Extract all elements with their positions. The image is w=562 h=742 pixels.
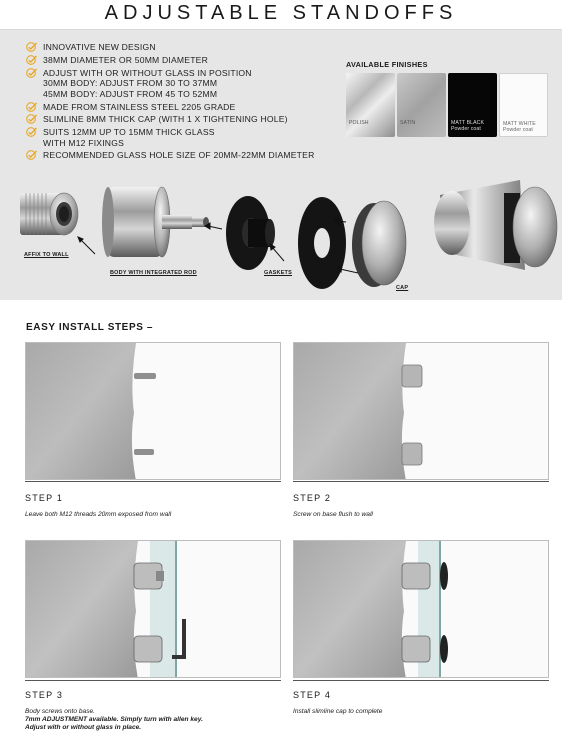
step-3-desc-extra: 7mm ADJUSTMENT available. Simply turn with allen key. Adjust with or without glass in place. bbox=[25, 716, 203, 732]
divider bbox=[293, 680, 549, 681]
step-4-desc: Install slimline cap to complete bbox=[293, 708, 383, 715]
check-icon bbox=[26, 102, 38, 112]
feature-item bbox=[26, 102, 346, 113]
gasket-ring-part bbox=[298, 197, 346, 289]
finish-swatch-matt-black bbox=[448, 73, 497, 137]
step-1-desc: Leave both M12 threads 20mm exposed from wall bbox=[25, 511, 172, 518]
finish-name: MATT BLACK bbox=[451, 120, 485, 126]
parts-illustration bbox=[0, 175, 562, 300]
step-1-label: STEP 1 bbox=[25, 493, 64, 503]
feature-text: INNOVATIVE NEW DESIGN bbox=[43, 42, 156, 52]
part-label-affix: AFFIX TO WALL bbox=[24, 252, 69, 258]
page-title: ADJUSTABLE STANDOFFS bbox=[104, 2, 458, 24]
step-3-photo bbox=[25, 540, 281, 678]
feature-list bbox=[26, 42, 346, 163]
feature-text: MADE FROM STAINLESS STEEL 2205 GRADE bbox=[43, 101, 236, 112]
feature-item bbox=[26, 42, 346, 53]
finishes-heading: AVAILABLE FINISHES bbox=[346, 60, 428, 69]
feature-item bbox=[26, 127, 346, 148]
cap-part bbox=[352, 201, 406, 287]
part-label-cap: CAP bbox=[396, 285, 409, 291]
feature-text: 38MM DIAMETER OR 50MM DIAMETER bbox=[43, 54, 209, 65]
step-4-photo bbox=[293, 540, 549, 678]
check-icon bbox=[26, 55, 38, 65]
feature-text: RECOMMENDED GLASS HOLE SIZE OF 20MM-22MM DIAMETER bbox=[43, 150, 315, 161]
finish-swatch-satin bbox=[397, 73, 446, 137]
body-part bbox=[102, 187, 209, 257]
check-icon bbox=[26, 114, 38, 124]
finish-sub: Powder coat bbox=[503, 127, 533, 133]
feature-text: ADJUST WITH OR WITHOUT GLASS IN POSITION 30MM BODY: ADJUST FROM 30 TO 37MM 45MM BODY: ADJUST FROM 45 TO 52MM bbox=[43, 67, 252, 99]
step-2-desc: Screw on base flush to wall bbox=[293, 511, 373, 518]
affix-part bbox=[20, 193, 78, 235]
finishes-panel bbox=[346, 60, 551, 137]
arrow-icon bbox=[80, 239, 95, 254]
check-icon bbox=[26, 127, 38, 137]
feature-item bbox=[26, 114, 346, 125]
check-icon bbox=[26, 42, 38, 52]
step-4-label: STEP 4 bbox=[293, 690, 332, 700]
finish-sub: Powder coat bbox=[451, 126, 481, 132]
feature-item bbox=[26, 68, 346, 100]
check-icon bbox=[26, 68, 38, 78]
finish-swatches bbox=[346, 73, 551, 137]
finish-name: SATIN bbox=[400, 120, 416, 126]
finish-name: MATT WHITE bbox=[503, 121, 536, 127]
step-2-label: STEP 2 bbox=[293, 493, 332, 503]
exploded-parts-diagram bbox=[0, 175, 562, 300]
install-steps-heading: EASY INSTALL STEPS – bbox=[26, 322, 154, 333]
divider bbox=[25, 481, 281, 482]
title-bar bbox=[0, 0, 562, 30]
arrow-icon bbox=[272, 247, 284, 261]
step-3-desc: Body screws onto base. bbox=[25, 708, 96, 715]
finish-name: POLISH bbox=[349, 120, 369, 126]
assembled-standoff bbox=[434, 180, 557, 270]
part-label-body: BODY WITH INTEGRATED ROD bbox=[110, 270, 197, 276]
finish-swatch-polish bbox=[346, 73, 395, 137]
part-label-gaskets: GASKETS bbox=[264, 270, 292, 276]
finish-swatch-matt-white bbox=[499, 73, 548, 137]
step-3-label: STEP 3 bbox=[25, 690, 64, 700]
arrow-icon bbox=[340, 269, 358, 273]
feature-item bbox=[26, 150, 346, 161]
divider bbox=[293, 481, 549, 482]
divider bbox=[25, 680, 281, 681]
step-2-photo bbox=[293, 342, 549, 480]
feature-text: SLIMLINE 8MM THICK CAP (WITH 1 X TIGHTENING HOLE) bbox=[43, 114, 288, 125]
feature-text: SUITS 12MM UP TO 15MM THICK GLASS WITH M12 FIXINGS bbox=[43, 127, 215, 148]
check-icon bbox=[26, 150, 38, 160]
step-1-photo bbox=[25, 342, 281, 480]
gasket-part bbox=[226, 196, 275, 270]
feature-item bbox=[26, 55, 346, 66]
